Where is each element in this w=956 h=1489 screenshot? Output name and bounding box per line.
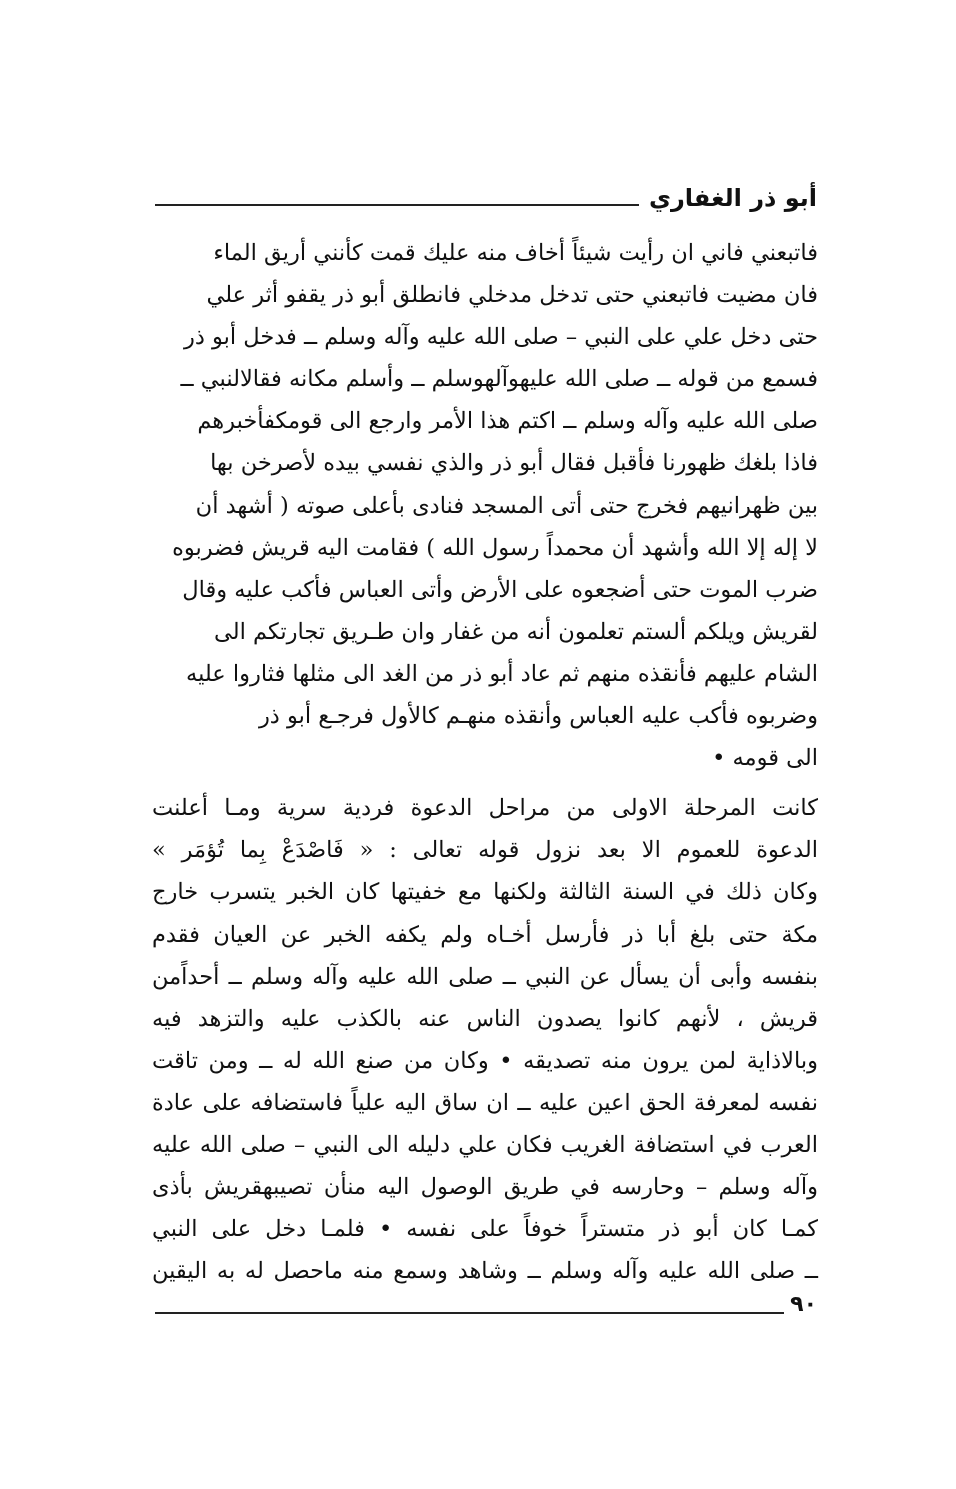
chapter-title: أبو ذر الغفاري: [648, 184, 817, 212]
header-rule: [155, 204, 639, 206]
footer-rule: [155, 1312, 784, 1314]
paragraph-2: كانت المرحلة الاولى من مراحل الدعوة فردية سرية ومـا أعلنت الدعوة للعموم الا بعد نزول قوله تعالى : « فَاصْدَعْ بِما تُؤمَر » وكان ذلك في السنة الثالثة ولكنها مع خفيتها كان الخبر يتسرب خارج مكة حتى بلغ أبا ذر فأرسل أخـاه ولم يكفه الخبر عن العيان فقدم بنفسه وأبى أن يسأل عن النبي ــ صلى الله عليه وآله وسلم ــ أحداًمن قريش ، لأنهم كانوا يصدون الناس عنه بالكذب عليه والتزهد فيه وبالاذاية لمن يرون منه تصديقه • وكان من صنع الله له ــ ومن تاقت نفسه لمعرفة الحق اعين عليه ــ ان ساق اليه علياً فاستضافه على عادة العرب في استضافة الغريب فكان علي دليله الى النبي – صلى الله عليه وآله وسلم – وحارسه في طريق الوصول اليه منأن تصيبهقريش بأذى كمـا كان أبو ذر متستراً خوفاً على نفسه • فلمـا دخل على النبي ــ صلى الله عليه وآله وسلم ــ وشاهد وسمع منه ماحصل له به اليقين: [152, 795, 818, 1285]
running-header: [155, 170, 817, 210]
page-footer: [155, 1290, 817, 1316]
page-number: ٩٠: [790, 1292, 817, 1317]
paragraph-1: فاتبعني فاني ان رأيت شيئاً أخاف منه عليك قمت كأنني أريق الماء فان مضيت فاتبعني حتى تدخل مدخلي فانطلق أبو ذر يقفو أثر علي حتى دخل علي على النبي – صلى الله عليه وآله وسلم ــ فدخل أبو ذر فسمع من قوله ــ صلى الله عليهوآلهوسلم ــ وأسلم مكانه فقالالنبي ــ صلى الله عليه وآله وسلم ــ اكتم هذا الأمر وارجع الى قومكفأخبرهم فاذا بلغك ظهورنا فأقبل فقال أبو ذر والذي نفسي بيده لأصرخن بها بين ظهرانيهم فخرج حتى أتى المسجد فنادى بأعلى صوته ( أشهد أن لا إله إلا الله وأشهد أن محمداً رسول الله ) فقامت اليه قريش فضربوه ضرب الموت حتى أضجعوه على الأرض وأتى العباس فأكب عليه وقال لقريش ويلكم ألستم تعلمون أنه من غفار وان طـريق تجارتكم الى الشام عليهم فأنقذه منهم ثم عاد أبو ذر من الغد الى مثلها فثاروا عليه وضربوه فأكب عليه العباس وأنقذه منهـم كالأول فرجـع أبو ذر الى قومه •: [172, 240, 818, 772]
body-text: [152, 232, 818, 1292]
